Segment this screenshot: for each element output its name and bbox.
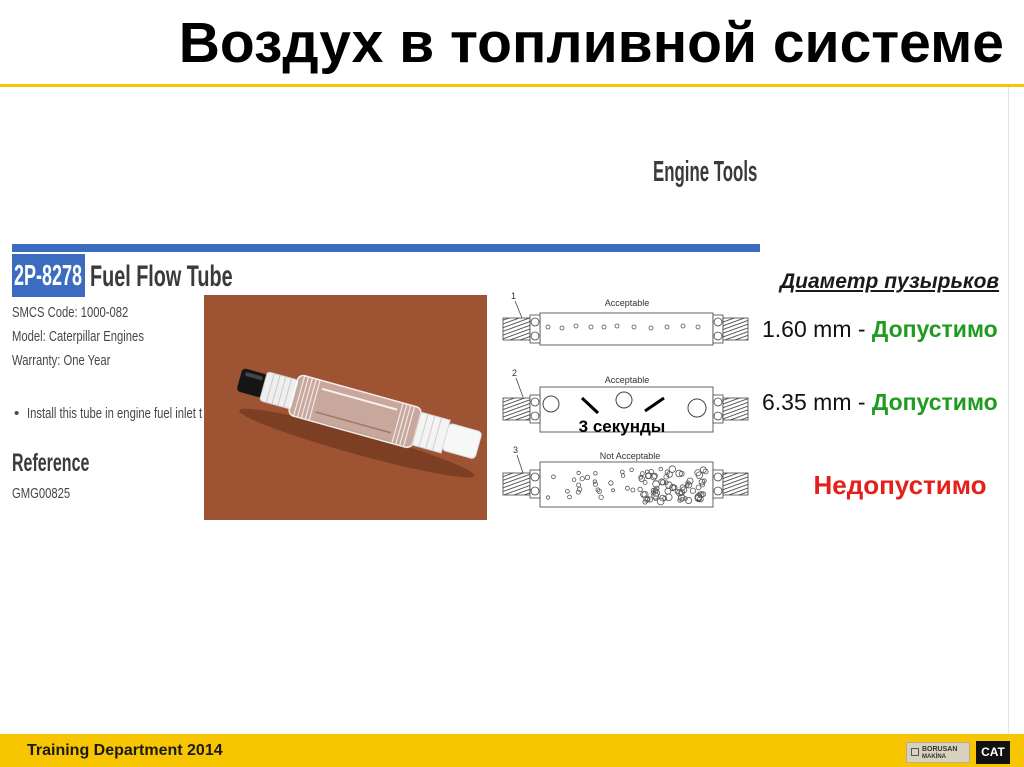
- seconds-label: 3 секунды: [578, 417, 666, 436]
- part-number-highlight: [12, 254, 85, 297]
- bubble-size-row: [762, 391, 998, 414]
- spec-smcs: SMCS Code: 1000-082: [12, 304, 129, 321]
- bubble-diameter-heading: Диаметр пузырьков: [780, 270, 1000, 293]
- slide-edge-line: [1008, 87, 1009, 734]
- bullet-icon: •: [14, 405, 20, 422]
- cat-logo: CAT: [976, 741, 1010, 764]
- instruction-text: Install this tube in engine fuel inlet t: [27, 405, 203, 422]
- leader-line: [516, 378, 523, 397]
- slide-title: Воздух в топливной системе: [178, 11, 1004, 75]
- reference-heading: Reference: [12, 449, 90, 477]
- spec-model: Model: Caterpillar Engines: [12, 328, 144, 345]
- borusan-logo-line2: MAKİNA: [922, 754, 946, 760]
- bubble: [688, 399, 706, 417]
- bubble-size-value: 6.35 mm -: [762, 389, 866, 415]
- diagram-caption: Acceptable: [604, 298, 650, 308]
- right-fitting: [713, 315, 748, 343]
- fuel-flow-tube-illustration: [204, 295, 487, 520]
- right-fitting: [713, 470, 748, 498]
- diagram-number: 2: [512, 368, 518, 378]
- left-fitting: [503, 315, 540, 343]
- diagram-1: [503, 291, 748, 345]
- diagram-number: 3: [513, 445, 519, 455]
- diagram-caption: Acceptable: [604, 375, 650, 385]
- borusan-logo: [906, 742, 970, 763]
- diagram-number: 1: [511, 291, 517, 301]
- diagram-caption: Not Acceptable: [599, 451, 661, 461]
- part-number: 2P-8278: [14, 260, 82, 292]
- borusan-mark-icon: [911, 748, 919, 756]
- diagram-3: [503, 445, 748, 507]
- title-underline: [0, 84, 1024, 87]
- bubble-size-row: [762, 318, 998, 341]
- bubble-size-value: 1.60 mm -: [762, 316, 866, 342]
- fuel-flow-tube-photo: [204, 295, 487, 520]
- spec-warranty: Warranty: One Year: [12, 352, 111, 369]
- left-fitting: [503, 395, 540, 423]
- bubble: [616, 392, 632, 408]
- tube-right-fitting: [442, 423, 482, 459]
- footer-bar: [0, 734, 1024, 767]
- footer-text: Training Department 2014: [27, 742, 223, 759]
- part-name: Fuel Flow Tube: [90, 260, 233, 293]
- verdict-acceptable: Допустимо: [871, 316, 998, 342]
- verdict-acceptable: Допустимо: [871, 389, 998, 415]
- right-fitting: [713, 395, 748, 423]
- left-fitting: [503, 470, 540, 498]
- bubble: [543, 396, 559, 412]
- borusan-logo-line1: BORUSAN: [922, 746, 958, 753]
- reference-code: GMG00825: [12, 485, 71, 502]
- leader-line: [515, 301, 522, 318]
- verdict-unacceptable: Недопустимо: [813, 470, 987, 500]
- bubble-diagrams: [498, 286, 754, 514]
- section-heading: Engine Tools: [653, 156, 758, 188]
- diagram-2: [503, 368, 748, 436]
- leader-line: [517, 455, 523, 473]
- blue-rule: [12, 244, 760, 252]
- sight-glass: [540, 313, 713, 345]
